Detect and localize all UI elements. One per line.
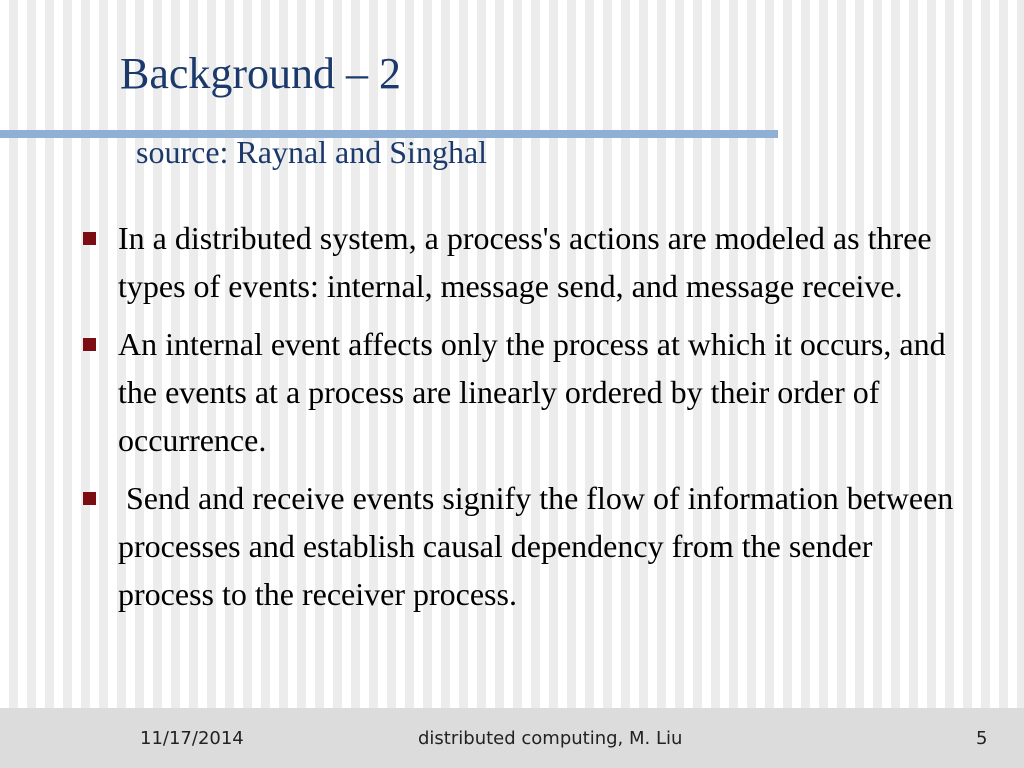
bullet-text: In a distributed system, a process's actions are modeled as three types of events: internal, message send, and message receive. [118, 220, 932, 304]
square-bullet-icon [83, 338, 96, 351]
square-bullet-icon [83, 492, 96, 505]
footer-page-number: 5 [976, 728, 988, 749]
bullet-item-1 [80, 214, 960, 310]
slide-footer [0, 708, 1024, 768]
bullet-text: Send and receive events signify the flow of information between processes and establish causal dependency from the sender process to the receiver process. [118, 480, 962, 612]
footer-date: 11/17/2014 [140, 728, 244, 749]
bullet-item-3 [80, 474, 960, 618]
bullet-list [80, 214, 960, 628]
slide-title: Background – 2 [120, 49, 402, 98]
footer-course-credit: distributed computing, M. Liu [418, 728, 683, 749]
bullet-text: An internal event affects only the process at which it occurs, and the events at a process are linearly ordered by their order of occurrence. [118, 326, 946, 458]
slide-subtitle: source: Raynal and Singhal [136, 134, 488, 170]
bullet-item-2 [80, 320, 960, 464]
square-bullet-icon [83, 232, 96, 245]
